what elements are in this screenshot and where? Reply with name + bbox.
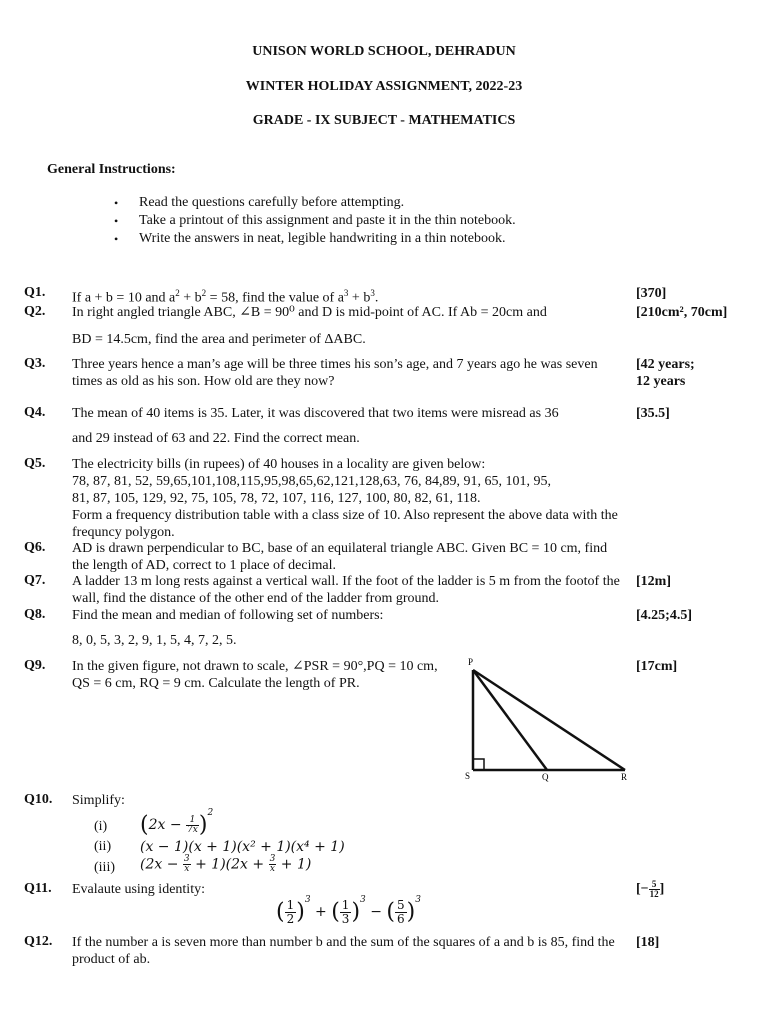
question-text: and 29 instead of 63 and 22. Find the correct mean. <box>72 431 360 446</box>
answer: [210cm², 70cm] <box>636 305 728 320</box>
question-text: Form a frequency distribution table with a class size of 10. Also represent the above data with the frequncy polygon. <box>72 508 618 540</box>
question-text: BD = 14.5cm, find the area and perimeter of ΔABC. <box>72 332 366 347</box>
answer: [12m] <box>636 574 671 589</box>
question-text: In the given figure, not drawn to scale, ∠PSR = 90°,PQ = 10 cm, QS = 6 cm, RQ = 9 cm. Calculate the length of PR. <box>72 659 438 691</box>
question-text: The electricity bills (in rupees) of 40 houses in a locality are given below: <box>72 457 486 472</box>
answer-open: [− <box>636 881 649 897</box>
question-text: Evalaute using identity: <box>72 882 205 897</box>
question-number: Q11. <box>24 881 52 896</box>
sub-label: (i) <box>94 819 108 834</box>
question-text: Find the mean and median of following set of numbers: <box>72 608 384 623</box>
question-text: AD is drawn perpendicular to BC, base of an equilateral triangle ABC. Given BC = 10 cm, find the length of AD, correct to 1 place of decimal. <box>72 541 608 573</box>
question-number: Q9. <box>24 658 46 673</box>
label-s: S <box>465 771 471 781</box>
question-number: Q7. <box>24 573 46 588</box>
answer <box>636 880 664 899</box>
triangle-figure <box>460 655 640 785</box>
question-number: Q10. <box>24 792 53 807</box>
expression-i: (2x − $\frac{1}{7x}$ )$^2$ <box>140 808 214 838</box>
expression-q11: ( $\frac{1}{2}$ )$^3$ + ( $\frac{1}{3}$ )$^3$ − ( $\frac{5}{6}$ )$^3$ <box>276 895 421 926</box>
answer-numerator: 5 <box>649 880 660 890</box>
data-values: 81, 87, 105, 129, 92, 75, 105, 78, 72, 107, 116, 127, 100, 80, 82, 61, 118. <box>72 491 481 506</box>
expression-iii: (2x − $\frac{3}{x}$ + 1)(2x + $\frac{3}{x}$ + 1) <box>140 854 312 874</box>
sub-label: (iii) <box>94 860 115 875</box>
question-number: Q8. <box>24 607 46 622</box>
answer: [18] <box>636 935 660 950</box>
label-p: P <box>468 657 474 667</box>
question-text: The mean of 40 items is 35. Later, it was discovered that two items were misread as 36 <box>72 406 559 421</box>
grade-subject: GRADE - IX SUBJECT - MATHEMATICS <box>252 113 516 128</box>
answer-denominator: 12 <box>649 889 659 899</box>
label-r: R <box>621 772 628 782</box>
answer: [35.5] <box>636 406 670 421</box>
assignment-title: WINTER HOLIDAY ASSIGNMENT, 2022-23 <box>245 79 523 94</box>
question-number: Q2. <box>24 304 46 319</box>
segment-pq <box>473 670 547 770</box>
right-angle-marker <box>473 759 484 770</box>
answer: [17cm] <box>636 659 678 674</box>
question-text: Simplify: <box>72 793 125 808</box>
school-name: UNISON WORLD SCHOOL, DEHRADUN <box>252 44 516 59</box>
answer: 12 years <box>636 374 686 389</box>
number-set: 8, 0, 5, 3, 2, 9, 1, 5, 4, 7, 2, 5. <box>72 633 237 648</box>
question-number: Q3. <box>24 356 46 371</box>
instruction-item: • Read the questions carefully before attempting. <box>120 194 680 212</box>
answer-close: ] <box>659 881 665 897</box>
expression-ii: (x − 1)(x + 1)(x² + 1)(x⁴ + 1) <box>140 839 345 855</box>
question-number: Q4. <box>24 405 46 420</box>
answer: [42 years; <box>636 357 695 372</box>
instruction-item: • Write the answers in neat, legible handwriting in a thin notebook. <box>120 230 680 248</box>
question-text: Three years hence a man’s age will be three times his son’s age, and 7 years ago he was seven times as old as his son. How old are they now? <box>72 357 598 389</box>
data-values: 78, 87, 81, 52, 59,65,101,108,115,95,98,65,62,121,128,63, 76, 84,89, 91, 65, 101, 95, <box>72 474 551 489</box>
question-text: In right angled triangle ABC, ∠B = 90⁰ and D is mid-point of AC. If Ab = 20cm and <box>72 305 547 320</box>
instructions-heading: General Instructions: <box>47 162 176 177</box>
question-number: Q5. <box>24 456 46 471</box>
instructions-list <box>120 194 680 248</box>
question-text: If a + b = 10 and $a^2 + b^2 = 58$, find the value of $a^3 + b^3$. <box>72 288 379 306</box>
question-text: A ladder 13 m long rests against a vertical wall. If the foot of the ladder is 5 m from the footof the wall, find the distance of the other end of the ladder from ground. <box>72 574 620 606</box>
question-number: Q6. <box>24 540 46 555</box>
answer: [4.25;4.5] <box>636 608 692 623</box>
segment-pr <box>473 670 625 770</box>
question-number: Q1. <box>24 285 46 300</box>
answer: [370] <box>636 286 667 301</box>
question-text: If the number a is seven more than number b and the sum of the squares of a and b is 85, find the product of ab. <box>72 935 615 967</box>
instruction-item: • Take a printout of this assignment and paste it in the thin notebook. <box>120 212 680 230</box>
question-number: Q12. <box>24 934 53 949</box>
sub-label: (ii) <box>94 839 112 854</box>
label-q: Q <box>542 772 549 782</box>
